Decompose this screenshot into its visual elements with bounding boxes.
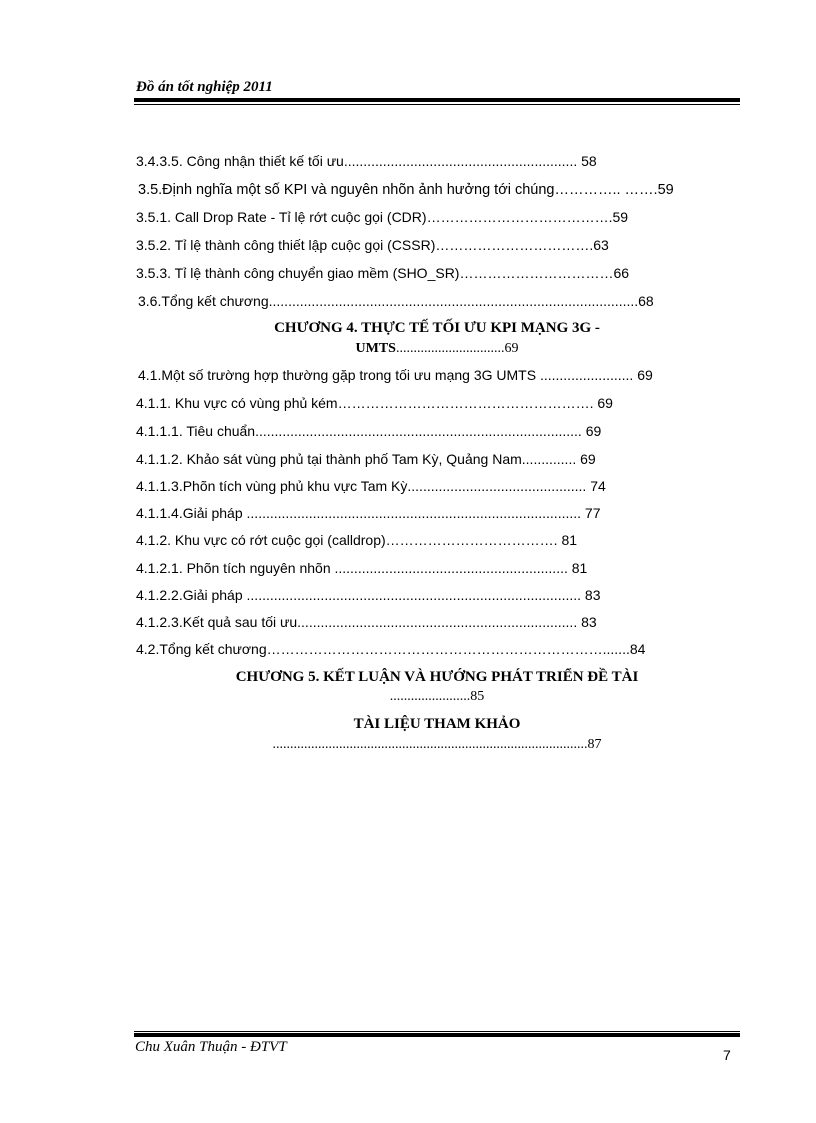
- header-title: Đồ án tốt nghiệp 2011: [136, 79, 273, 95]
- header-rule-thin: [134, 104, 740, 105]
- toc-entry-4-1-1-4[interactable]: 4.1.1.4.Giải pháp ...................................................................................... 77: [136, 505, 601, 521]
- toc-entry-3-5-1[interactable]: 3.5.1. Call Drop Rate - Tỉ lệ rớt cuộc gọi (CDR)………………………………….59: [136, 209, 629, 225]
- chapter-4-title-cont: UMTS: [355, 341, 396, 356]
- toc-entry-4-2[interactable]: 4.2.Tổng kết chương……………………………………………………………….......84: [136, 641, 646, 657]
- header-rule-thick: [134, 98, 740, 102]
- toc-entry-4-1-1-1[interactable]: 4.1.1.1. Tiêu chuẩn.................................................................................... 69: [136, 423, 602, 439]
- toc-entry-4-1-2[interactable]: 4.1.2. Khu vực có rớt cuộc gọi (calldrop)………………………………. 81: [136, 532, 578, 548]
- toc-entry-4-1-1-2[interactable]: 4.1.1.2. Khảo sát vùng phủ tại thành phố Tam Kỳ, Quảng Nam.............. 69: [136, 451, 596, 467]
- toc-entry-3-5-2[interactable]: 3.5.2. Tỉ lệ thành công thiết lập cuộc gọi (CSSR)…………………………….63: [136, 237, 609, 253]
- references-heading[interactable]: TÀI LIỆU THAM KHẢO: [353, 716, 521, 732]
- chapter-4-leader: ...............................69: [395, 341, 519, 356]
- toc-entry-4-1-2-1[interactable]: 4.1.2.1. Phõn tích nguyên nhõn ............................................................ 81: [136, 560, 588, 576]
- page-number: 7: [723, 1047, 731, 1063]
- toc-entry-3-4-3-5[interactable]: 3.4.3.5. Công nhận thiết kế tối ưu............................................................ 58: [136, 153, 597, 169]
- chapter-5-heading[interactable]: CHƯƠNG 5. KẾT LUẬN VÀ HƯỚNG PHÁT TRIỂN ĐỀ TÀI: [235, 669, 639, 685]
- toc-entry-3-6[interactable]: 3.6.Tổng kết chương...............................................................................................68: [138, 293, 654, 309]
- toc-entry-4-1-2-3[interactable]: 4.1.2.3.Kết quả sau tối ưu........................................................................ 83: [136, 614, 597, 630]
- footer-author: Chu Xuân Thuận - ĐTVT: [135, 1039, 287, 1055]
- chapter-4-heading[interactable]: CHƯƠNG 4. THỰC TẾ TỐI ƯU KPI MẠNG 3G -: [274, 320, 600, 336]
- footer-rule-thick: [134, 1033, 740, 1037]
- toc-entry-3-5-3[interactable]: 3.5.3. Tỉ lệ thành công chuyển giao mềm (SHO_SR)……………………………66: [136, 265, 630, 281]
- chapter-5-leader[interactable]: .......................85: [389, 689, 485, 704]
- footer-rule-thin: [134, 1031, 740, 1032]
- toc-entry-3-5[interactable]: 3.5.Định nghĩa một số KPI và nguyên nhõn ảnh hưởng tới chúng………….. …….59: [138, 182, 674, 198]
- toc-entry-4-1-1[interactable]: 4.1.1. Khu vực có vùng phủ kém………………………………………………. 69: [136, 395, 613, 411]
- toc-entry-4-1[interactable]: 4.1.Một số trường hợp thường gặp trong tối ưu mạng 3G UMTS ........................ 69: [138, 367, 653, 383]
- references-leader[interactable]: ..........................................................................................87: [272, 737, 602, 752]
- toc-entry-4-1-2-2[interactable]: 4.1.2.2.Giải pháp ...................................................................................... 83: [136, 587, 601, 603]
- chapter-4-heading-cont[interactable]: [134, 340, 740, 358]
- toc-entry-4-1-1-3[interactable]: 4.1.1.3.Phõn tích vùng phủ khu vực Tam Kỳ.............................................. 74: [136, 478, 606, 494]
